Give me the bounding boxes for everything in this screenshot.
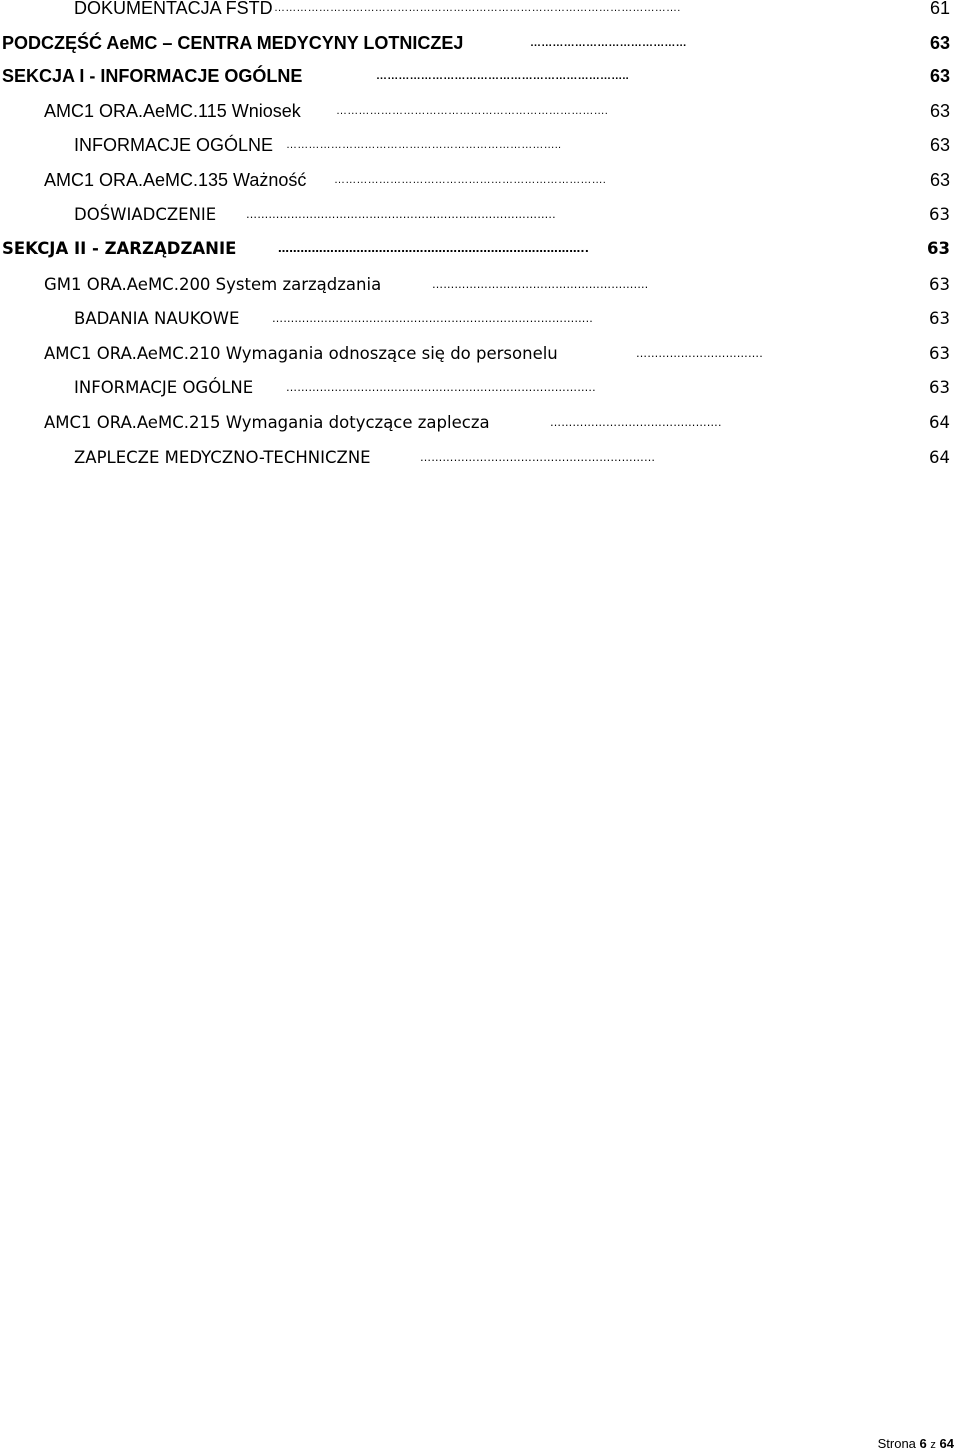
toc-entry-page: 63 (929, 33, 950, 53)
toc-entry-page: 63 (929, 275, 950, 294)
toc-entry[interactable] (44, 166, 950, 194)
page-footer (878, 1434, 954, 1455)
toc-entry-leader: ………………………………………………………………. (336, 105, 609, 117)
toc-entry-leader: …………………………………… (530, 37, 687, 49)
toc-entry-title: DOŚWIADCZENIE (74, 205, 217, 224)
page-number-total: 64 (939, 1436, 954, 1451)
toc-entry[interactable] (74, 444, 950, 472)
toc-entry-page: 61 (929, 0, 950, 18)
toc-entry[interactable] (2, 235, 950, 263)
toc-entry-leader: ……………………………………………………………………….. (278, 242, 590, 255)
toc-entry-title: AMC1 ORA.AeMC.210 Wymagania odnoszące się do personelu (44, 344, 558, 363)
page-number-prefix: Strona (877, 1436, 916, 1451)
toc-entry[interactable] (74, 374, 950, 402)
toc-entry-page: 64 (929, 413, 950, 432)
toc-entry[interactable] (44, 340, 950, 368)
toc-entry-page: 63 (929, 205, 950, 224)
toc-entry[interactable] (74, 201, 950, 229)
toc-entry-title: BADANIA NAUKOWE (74, 309, 240, 328)
toc-entry-page: 63 (929, 309, 950, 328)
toc-entry-title: PODCZĘŚĆ AeMC – CENTRA MEDYCYNY LOTNICZEJ (2, 33, 464, 53)
toc-entry-title: AMC1 ORA.AeMC.215 Wymagania dotyczące zaplecza (44, 413, 490, 432)
toc-entry-leader: ……………………………………………………………….. (286, 139, 562, 151)
toc-entry-leader: ………………………………………………………………………….. (272, 312, 593, 325)
page-number-current: 6 (919, 1436, 927, 1451)
toc-entry-leader: ………………………………………. (550, 416, 722, 429)
toc-entry[interactable] (2, 29, 950, 57)
toc-entry-page: 63 (929, 135, 950, 155)
toc-entry-page: 63 (929, 101, 950, 121)
page-number-separator: z (930, 1439, 936, 1451)
toc-entry-leader: ……………………………. (636, 347, 763, 360)
toc-entry-page: 64 (929, 448, 950, 467)
toc-entry-page: 63 (929, 170, 950, 190)
toc-entry[interactable] (74, 305, 950, 333)
toc-entry[interactable] (74, 131, 950, 159)
toc-entry-leader: ……………………………………………………………………….. (286, 381, 596, 394)
toc-entry-title: SEKCJA I - INFORMACJE OGÓLNE (2, 66, 303, 86)
toc-entry-title: AMC1 ORA.AeMC.135 Ważność (44, 170, 307, 190)
toc-entry-title: INFORMACJE OGÓLNE (74, 378, 254, 397)
toc-entry-title: SEKCJA II - ZARZĄDZANIE (2, 239, 237, 258)
toc-entry[interactable] (2, 62, 950, 90)
toc-entry[interactable] (44, 271, 950, 299)
toc-entry-title: GM1 ORA.AeMC.200 System zarządzania (44, 275, 382, 294)
toc-entry-title: DOKUMENTACJA FSTD (74, 0, 273, 18)
toc-entry[interactable] (74, 0, 950, 22)
toc-entry-page: 63 (929, 378, 950, 397)
toc-entry-leader: ………………………………………………………………………………………………. (274, 2, 681, 14)
toc-entry-leader: ……………………………………………….… (432, 278, 649, 291)
toc-entry-leader: ……………………………………………………… (420, 451, 656, 464)
toc-entry-page: 63 (929, 66, 950, 86)
toc-entry-page: 63 (927, 239, 950, 258)
toc-entry-leader: ……………………………………………………………………….. (246, 208, 556, 221)
toc-entry[interactable] (44, 409, 950, 437)
toc-entry-page: 63 (929, 344, 950, 363)
toc-entry-leader: ………………………………………………………………. (334, 174, 607, 186)
toc-entry-title: INFORMACJE OGÓLNE (74, 135, 274, 155)
toc-entry-title: AMC1 ORA.AeMC.115 Wniosek (44, 101, 301, 121)
toc-entry-title: ZAPLECZE MEDYCZNO-TECHNICZNE (74, 448, 371, 467)
toc-entry-leader: ………………………………………………………….. (376, 70, 629, 82)
toc-entry[interactable] (44, 97, 950, 125)
